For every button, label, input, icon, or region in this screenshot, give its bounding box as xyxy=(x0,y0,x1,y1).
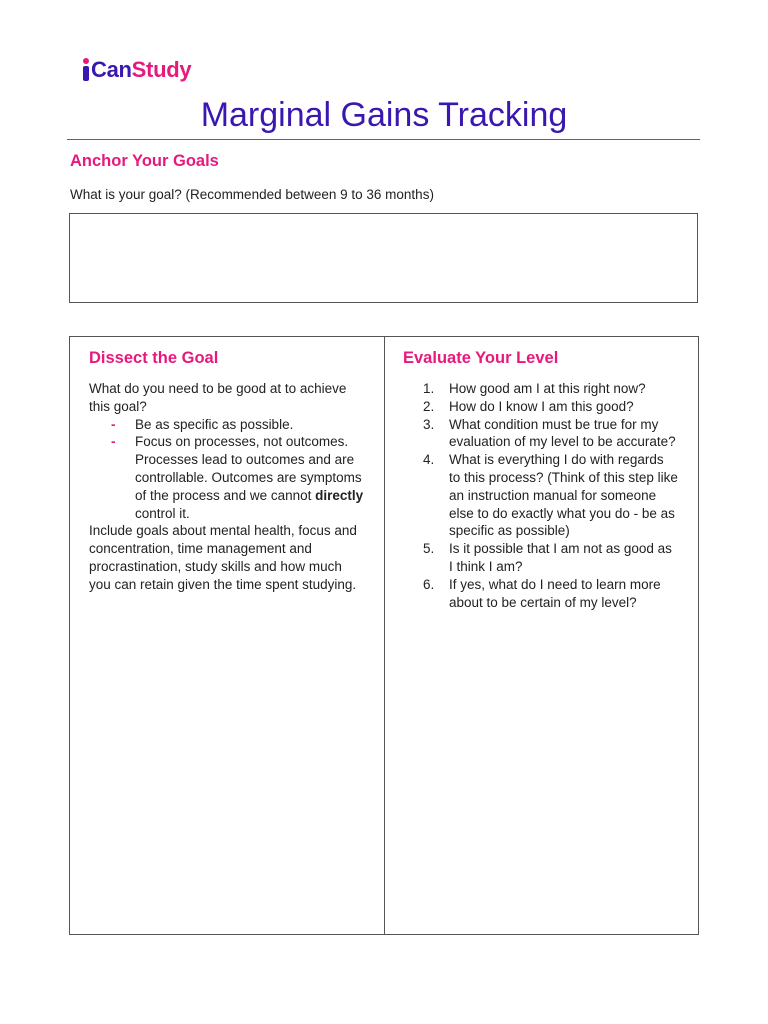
list-item xyxy=(403,576,678,612)
evaluate-level-heading: Evaluate Your Level xyxy=(403,349,559,367)
dash-bullet-icon: - xyxy=(111,434,116,450)
list-item-text: Is it possible that I am not as good as I think I am? xyxy=(449,541,672,574)
list-item-text: How good am I at this right now? xyxy=(449,381,646,396)
evaluate-level-list xyxy=(403,380,678,611)
list-item-text: If yes, what do I need to learn more about to be certain of my level? xyxy=(449,576,661,610)
dissect-goal-heading: Dissect the Goal xyxy=(89,349,219,367)
dissect-goal-column[interactable] xyxy=(70,337,385,934)
dissect-goal-bullets xyxy=(89,416,364,523)
list-item xyxy=(403,540,678,576)
list-item xyxy=(89,433,364,522)
list-number: 5. xyxy=(423,541,435,557)
list-item xyxy=(403,398,678,416)
list-item-text: What condition must be true for my evaluation of my level to be accurate? xyxy=(449,416,676,450)
logo-study-text: Study xyxy=(131,57,192,82)
list-number: 1. xyxy=(423,381,435,396)
list-number: 3. xyxy=(423,416,435,432)
bullet-emphasis: directly xyxy=(315,487,364,503)
list-item xyxy=(403,416,678,452)
goal-analysis-table xyxy=(69,336,699,935)
goal-answer-box[interactable] xyxy=(69,213,698,303)
icanstudy-logo xyxy=(82,52,191,82)
list-number: 2. xyxy=(423,398,435,414)
list-number: 4. xyxy=(423,452,435,468)
list-number: 6. xyxy=(423,576,435,592)
list-item-text: How do I know I am this good? xyxy=(449,398,634,414)
bullet-text-after: control it. xyxy=(135,505,190,521)
evaluate-level-column[interactable] xyxy=(385,337,698,934)
goal-prompt: What is your goal? (Recommended between 9 to 36 months) xyxy=(70,187,434,202)
list-item xyxy=(403,451,678,540)
dash-bullet-icon: - xyxy=(111,416,116,432)
list-item xyxy=(403,380,678,398)
list-item-text: What is everything I do with regards to this process? (Think of this step like an instruction manual for someone else to do exactly what you do - be as specific as possible) xyxy=(449,452,678,539)
anchor-goals-heading: Anchor Your Goals xyxy=(70,152,219,170)
logo-can-text: Can xyxy=(91,57,132,82)
logo-i-mark-icon xyxy=(82,58,90,82)
title-divider xyxy=(67,139,700,140)
bullet-text: Be as specific as possible. xyxy=(135,416,294,432)
dissect-goal-intro: What do you need to be good at to achieve this goal? xyxy=(89,381,347,414)
dissect-goal-footer: Include goals about mental health, focus and concentration, time management and procrastination, study skills and how much you can retain given the time spent studying. xyxy=(89,523,357,592)
list-item xyxy=(89,416,364,434)
bullet-text-before: Focus on processes, not outcomes. Processes lead to outcomes and are controllable. Outcomes are symptoms of the process and we cannot xyxy=(135,434,362,503)
page-title: Marginal Gains Tracking xyxy=(200,96,568,134)
